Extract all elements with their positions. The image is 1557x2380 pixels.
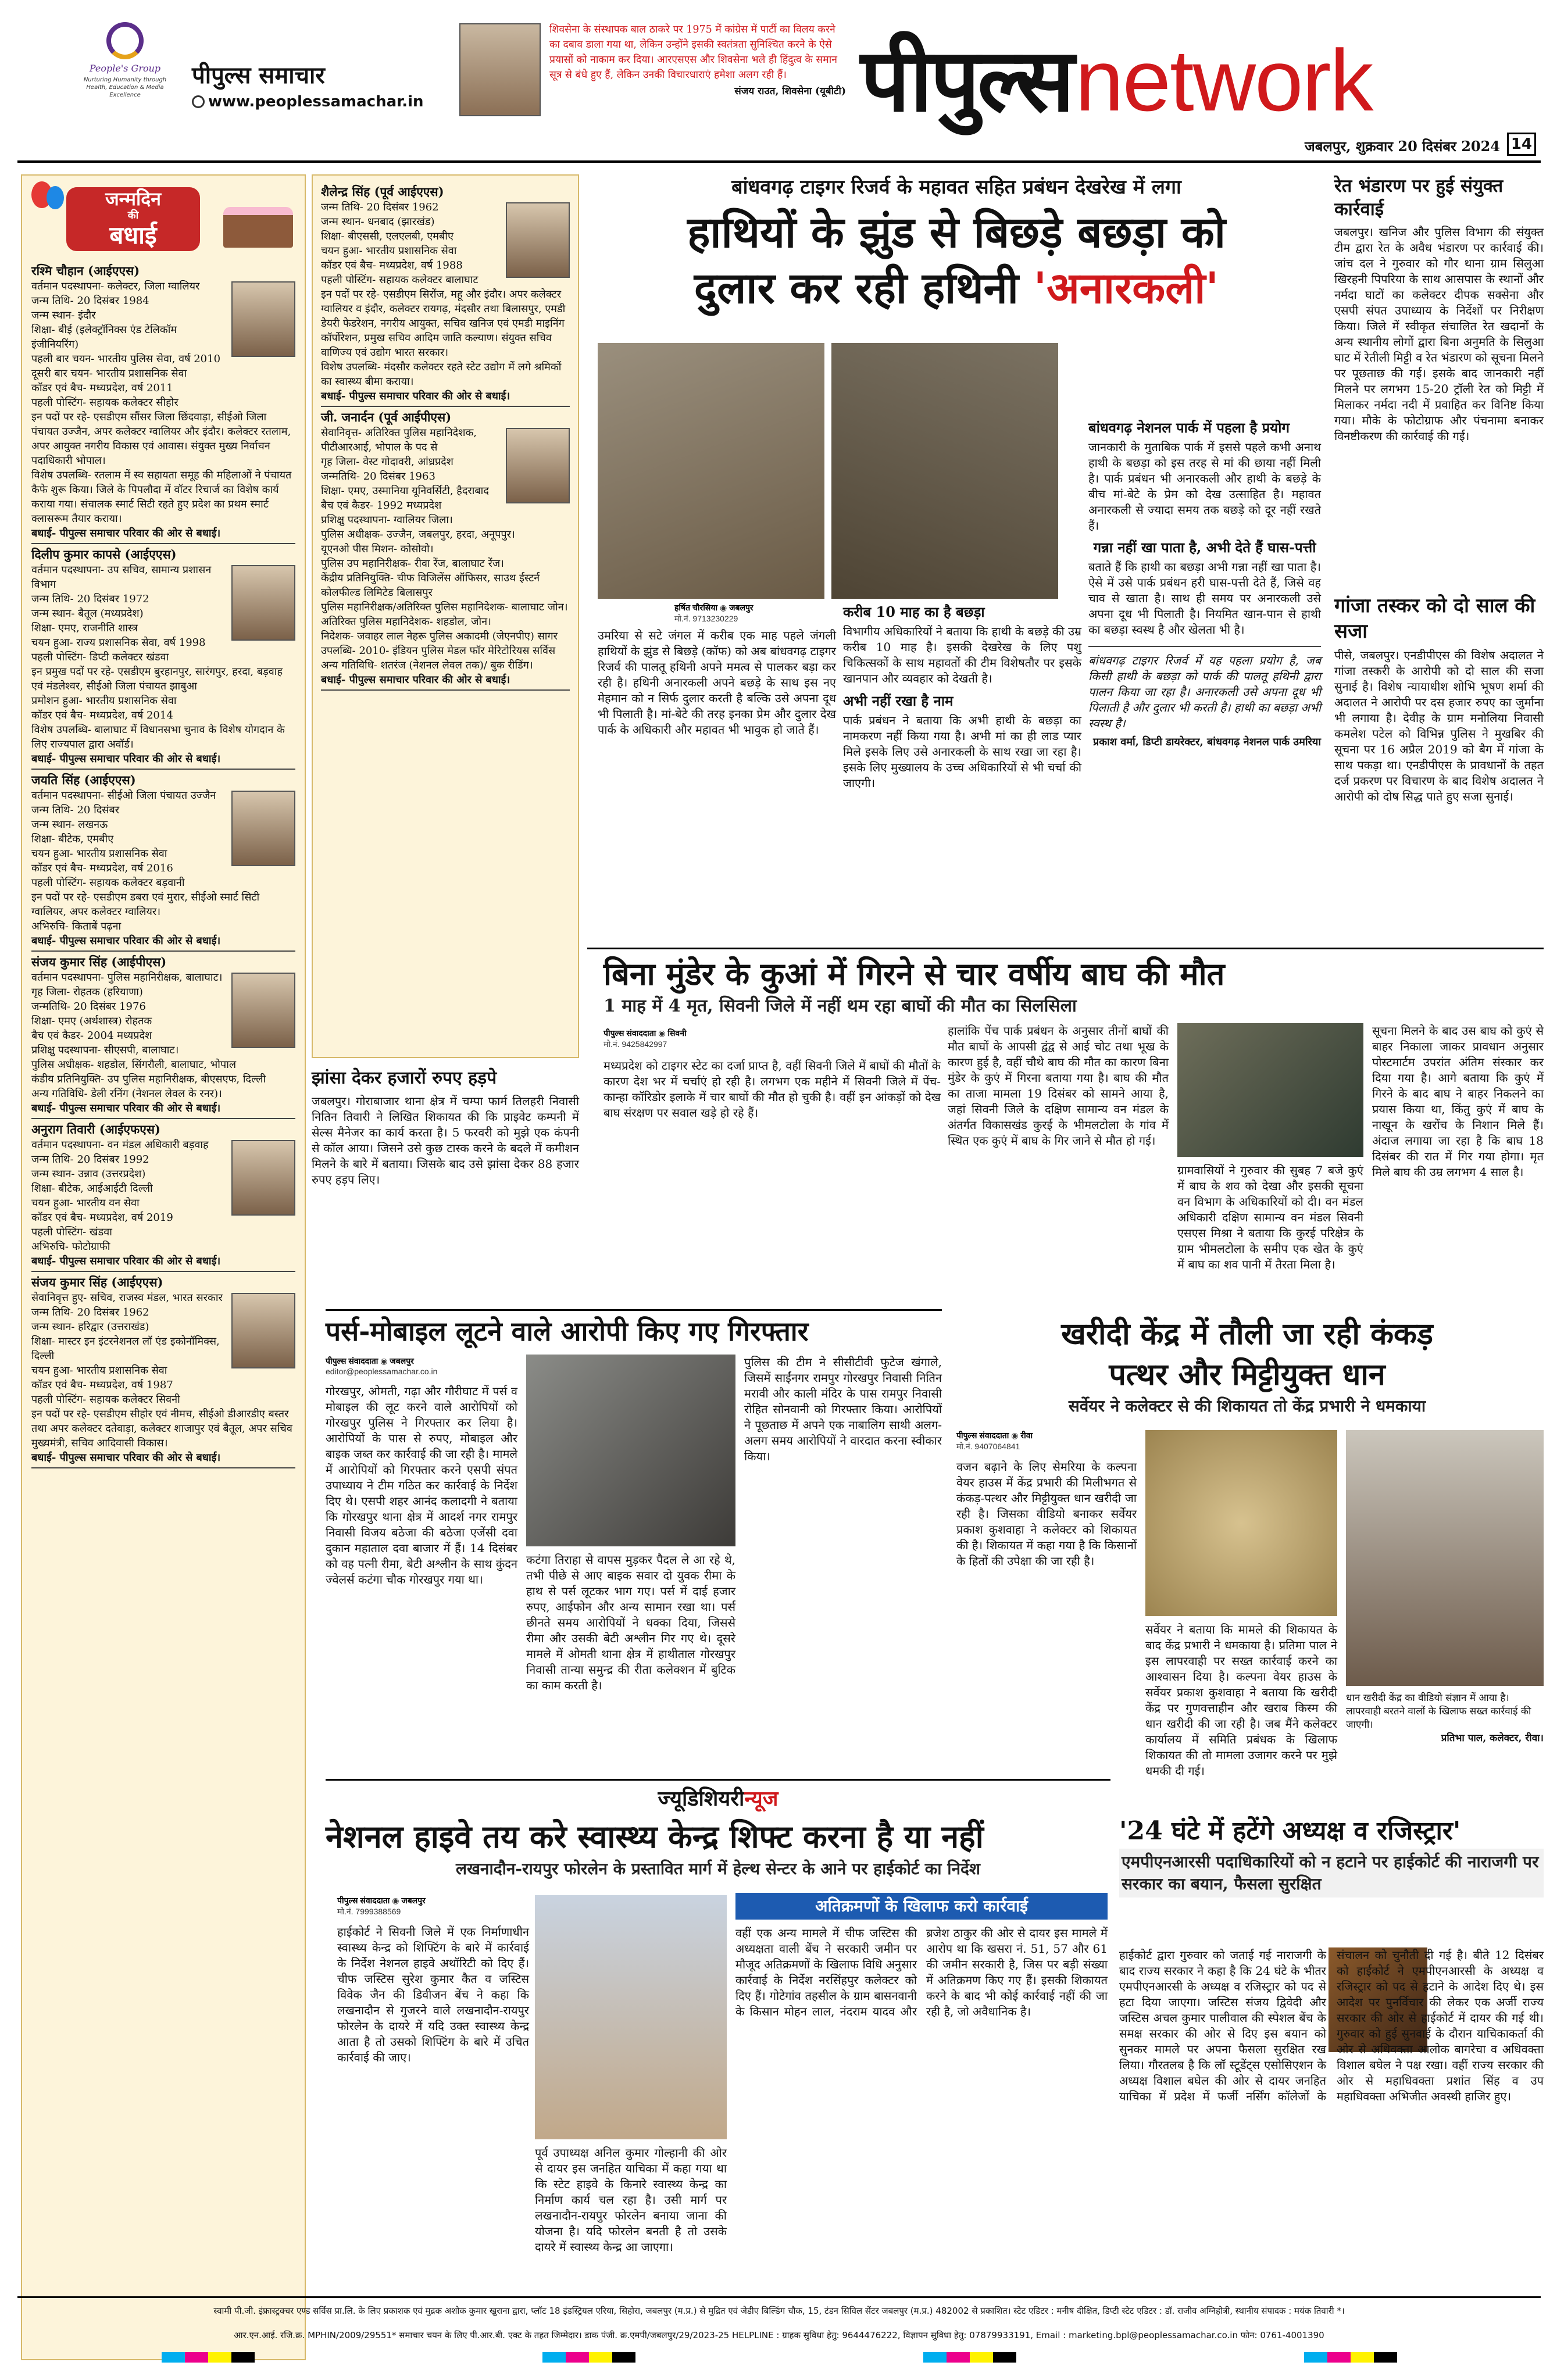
elephant-story [587,174,1326,942]
birthday-detail: पहली पोस्टिंग- खंडवा [31,1226,112,1238]
birthday-column-2 [312,174,579,1058]
byline-email[interactable]: editor@peoplessamachar.co.in [326,1367,438,1376]
tiger-para-4: सूचना मिलने के बाद उस बाघ को कुएं से बाहर निकाला जाकर प्रावधान अनुसार पोस्टमार्टम उपरांत अंतिम संस्कार कर दिया गया है। आगे बताया कि कुएं में गिरने के बाद बाघ ने बाहर निकलने का प्रयास किया था, किंतु कुएं में बाघ के नाखून के खरोंच के निशान मिले हैं। अंदाज लगाया जा रहा है कि बाघ 18 दिसंबर की रात में गिर गया होगा। मृत मिले बाघ की उम्र लगभग 4 साल है। [1372,1024,1544,1179]
birthday-detail: शिक्षा- मास्टर इन इंटरनेशनल लॉ एंड इकोनॉमिक्स, दिल्ली [31,1335,220,1362]
birthday-detail: जन्म स्थान- धनबाद (झारखंड) [321,216,435,228]
birthday-detail: सेवानिवृत्त- अतिरिक्त पुलिस महानिदेशक, पीटीआरआई, भोपाल के पद से [321,427,477,453]
balloon-icon-2 [47,186,64,209]
tiger-para-2: हालांकि पेंच पार्क प्रबंधन के अनुसार तीनों बाघों की मौत बाघों के आपसी द्वंद्व से आई चोट तथा भूख के कारण हुई है, वहीं चौथे बाघ की मौत का कारण बिना मुंडेर के कुएं में गिरना बताया गया है। बाघ की मौत का ताजा मामला 19 दिसंबर को सामने आया है, जहां सिवनी जिले के दक्षिण सामान्य वन मंडल के अंतर्गत विकासखंड कुरई के भीमलटोला के गांव में स्थित एक कुएं में बाघ के गिर जाने से मौत हो गई। [948,1024,1169,1148]
birthday-wish: बधाई- पीपुल्स समाचार परिवार की ओर से बधाई। [31,526,295,544]
birthday-person-name: रश्मि चौहान (आईएएस) [31,263,140,278]
birthday-wish: बधाई- पीपुल्स समाचार परिवार की ओर से बधाई। [31,934,295,952]
birthday-title [66,187,200,251]
judiciary-top-rule [326,1779,1110,1781]
birthday-detail: जन्म तिथि- 20 दिसंबर 1984 [31,295,149,307]
birthday-title-top: जन्मदिन [105,188,162,210]
byline-phone: मो.नं. 9713230229 [674,614,738,623]
robbery-story [326,1314,942,1779]
birthday-person-name: जयति सिंह (आईएएस) [31,773,136,787]
birthday-detail: विशेष उपलब्धि- रतलाम में स्व सहायता समूह की महिलाओं ने पंचायत कैफे शुरू किया। जिले के पिपलौदा में वॉटर रिचार्ज का विशेष कार्य कराया गया। संचालक स्मार्ट सिटी रहते हुए प्रदेश का प्रथम स्मार्ट क्लासरूम तैयार कराया। [31,469,292,525]
birthday-person-photo [231,281,295,357]
birthday-detail: वर्तमान पदस्थापना- सीईओ जिला पंचायत उज्जैन [31,789,216,802]
judiciary-box-title: अतिक्रमणों के खिलाफ करो कार्रवाई [735,1893,1108,1920]
birthday-detail: अभिरुचि- फोटोग्राफी [31,1241,110,1253]
birthday-detail: चयन हुआ- भारतीय प्रशासनिक सेवा [31,1364,167,1377]
elephant-sub-5: गन्ना नहीं खा पाता है, अभी देते हैं घास-पत्ती [1093,539,1316,556]
tiger-col-3 [1177,1163,1363,1273]
birthday-detail: पुलिस अधीक्षक- शहडोल, सिंगरौली, बालाघाट, भोपाल [31,1059,237,1071]
grain-headline-line-2: पत्थर और मिट्टीयुक्त धान [1109,1357,1385,1392]
masthead-rule [17,160,1541,163]
elephant-para-4: जानकारी के मुताबिक पार्क में इससे पहले कभी अनाथ हाथी के बछड़ा को इस तरह से मां की छाया नहीं मिली है। पार्क प्रबंधन भी अनारकली और हाथी के बछड़े के बीच मां-बेटे के प्रेम को देख उत्साहित है। महावत अनारकली से ज्यादा समय तक बछड़े को दूर नहीं रखते हैं। [1088,440,1321,533]
sand-story [1334,174,1544,444]
birthday-person-photo [231,1293,295,1368]
judiciary-story [326,1779,1110,2290]
birthday-detail: पहली पोस्टिंग- सहायक कलेक्टर बालाघाट [321,274,478,286]
birthday-detail: कॉडर एवं बैच- मध्यप्रदेश, वर्ष 2011 [31,382,173,394]
birthday-detail: जन्म स्थान- बैतूल (मध्यप्रदेश) [31,607,144,620]
hc24-para: हाईकोर्ट द्वारा गुरुवार को जताई गई नाराजगी के बाद राज्य सरकार ने कहा है कि 24 घंटे के भीतर एमपीएनआरसी के अध्यक्ष व रजिस्ट्रार को पद से हटा दिया जाएगा। जस्टिस संजय द्विवेदी और जस्टिस अचल कुमार पालीवाल की स्पेशल बेंच के समक्ष सरकार की ओर से दिए इस बयान को सुनकर मामले पर अपना फैसला सुरक्षित रख लिया। गौरतलब है कि लॉ स्टूडेंट्स एसोसिएशन के अध्यक्ष विशाल बघेल की ओर से दायर जनहित याचिका में प्रदेश में फर्जी नर्सिंग कॉलेजों के संचालन को चुनौती दी गई है। बीते 12 दिसंबर को हाईकोर्ट ने एमपीएनआरसी के अध्यक्ष व रजिस्ट्रार को पद से हटाने के आदेश दिए थे। इस आदेश पर पुनर्विचार की लेकर एक अर्जी राज्य सरकार की ओर से हाईकोर्ट में दायर की गई थी। गुरुवार को हुई सुनवाई के दौरान याचिकाकर्ता की ओर से अधिवक्ता आलोक बागरेचा व अधिवक्ता विशाल बघेल ने पक्ष रखा। वहीं राज्य सरकार की ओर से महाधिवक्ता प्रशांत सिंह व उप महाधिवक्ता अभिजीत अवस्थी हाजिर हुए। [1119,1948,1544,2103]
byline-city: सिवनी [667,1028,687,1038]
birthday-detail: जन्म तिथि- 20 दिसंबर [31,804,120,816]
sand-headline: रेत भंडारण पर हुई संयुक्त कार्रवाई [1334,176,1504,220]
judiciary-para-2: पूर्व उपाध्यक्ष अनिल कुमार गोल्हानी की ओर से दायर इस जनहित याचिका में कहा गया था कि स्टेट हाइवे के किनारे स्वास्थ्य केन्द्र का निर्माण कार्य चल रहा है। उसी मार्ग पर लखनादौन-रायपुर फोरलेन बनाया जाना की योजना है। यदि फोरलेन बनती है तो उसके दायरे में स्वास्थ्य केन्द्र आ जाएगा। [535,2146,727,2254]
birthday-detail: पहली पोस्टिंग- सहायक कलेक्टर बड़वानी [31,877,185,889]
elephant-body-3 [1088,419,1321,749]
birthday-detail: बैच एवं कैडर- 2004 मध्यप्रदेश [31,1030,152,1042]
birthday-detail: उपलब्धि- 2010- इंडियन पुलिस मेडल फॉर मेरिटोरियस सर्विस [321,645,556,657]
group-tagline: Nurturing Humanity through Health, Education & Media Excellence [83,77,167,98]
elephant-sub-3: अभी नहीं रखा है नाम [843,692,954,709]
color-bar-icon [1304,2352,1397,2363]
byline-name: पीपुल्स संवाददाता [956,1431,1009,1440]
grain-photo [1145,1430,1337,1616]
birthday-detail: सेवानिवृत्त हुए- सचिव, राजस्व मंडल, भारत सरकार [31,1292,223,1304]
birthday-detail: इन प्रमुख पदों पर रहे- एसडीएम बुरहानपुर, सारंगपुर, हरदा, बड़वाह एवं मंडलेश्वर, सीईओ जिला पंचायत झाबुआ [31,666,283,692]
birthday-detail: जन्म स्थान- इंदौर [31,309,96,321]
birthday-detail: जन्मतिथि- 20 दिसंबर 1976 [31,1000,146,1013]
birthday-detail: अतिरिक्त पुलिस महानिदेशक- शहडोल, जोन। [321,616,491,628]
color-bar-icon [162,2352,255,2363]
birthday-detail: बैच एवं कैडर- 1992 मध्यप्रदेश [321,499,442,512]
birthday-person-name: जी. जनार्दन (पूर्व आईपीएस) [321,410,452,424]
masthead-quote-author: संजय राउत, शिवसेना (यूबीटी) [734,85,846,97]
byline-city: जबलपुर [401,1896,426,1905]
birthday-person-name: संजय कुमार सिंह (आईएएस) [31,1275,163,1289]
birthday-person-photo [231,1140,295,1216]
birthday-detail: वर्तमान पदस्थापना- उप सचिव, सामान्य प्रशासन विभाग [31,564,212,591]
birthday-entry [31,263,295,544]
elephant-headline [587,205,1326,316]
birthday-person-name: संजय कुमार सिंह (आईपीएस) [31,955,167,969]
tiger-byline [603,1028,778,1050]
brand-hindi: पीपुल्स [860,30,1073,131]
birthday-detail: कंडीय प्रतिनियुक्ति- उप पुलिस महानिरीक्षक, बीएसएफ, दिल्ली [31,1073,266,1085]
birthday-detail: दूसरी बार चयन- भारतीय प्रशासनिक सेवा [31,367,187,380]
elephant-quote [1088,646,1321,749]
birthday-title-mid: की [127,209,139,221]
birthday-detail: निदेशक- जवाहर लाल नेहरू पुलिस अकादमी (जेएनपीए) सागर [321,630,558,642]
byline-name: हर्षित चौरसिया [674,603,718,612]
birthday-detail: इन पदों पर रहे- एसडीएम डबरा एवं मुरार, सीईओ स्मार्ट सिटी ग्वालियर, अपर कलेक्टर ग्वालियर। [31,891,260,918]
grain-story [951,1314,1544,1779]
byline-phone: मो.नं. 9425842997 [603,1039,667,1049]
peoples-group-logo [81,22,169,150]
robbery-para-3: पुलिस की टीम ने सीसीटीवी फुटेज खंगाले, जिसमें साईंनगर रामपुर गोरखपुर निवासी नितिन मरावी और काली मंदिर के पास रामपुर निवासी रोहित सोनवानी को गिरफ्तार किया। आरोपियों ने पूछताछ में अपने एक नाबालिग साथी अलग-अलग समय आरोपियों ने वारदात करना स्वीकार किया। [744,1355,942,1463]
birthday-detail: गृह जिला- वेस्ट गोदावरी, आंध्रप्रदेश [321,456,453,468]
hc24-story [1119,1779,1544,2290]
judiciary-para-3: वहीं एक अन्य मामले में चीफ जस्टिस की अध्यक्षता वाली बेंच ने सरकारी जमीन पर मौजूद अतिक्रमणों के खिलाफ विधि अनुसार कार्रवाई के निर्देश नरसिंहपुर कलेक्टर को दिए हैं। गोटेगांव तहसील के ग्राम बासनवानी के किसान मोहन लाल, नंदराम यादव और ब्रजेश ठाकुर की ओर से दायर इस मामले में आरोप था कि खसरा नं. 51, 57 और 61 की जमीन सरकारी है, जिस पर बड़ी संख्या में अतिक्रमण किए गए हैं। इसकी शिकायत करने के बाद भी कोई कार्रवाई नहीं की जा रही है, जो अवैधानिक है। [735,1926,1108,2018]
jhansa-body: जबलपुर। गोराबाजार थाना क्षेत्र में चम्पा फार्म तिलहरी निवासी नितिन तिवारी ने लिखित शिकायत की कि प्राइवेट कम्पनी में सेल्स मैनेजर का कार्य करता है। 5 फरवरी को मुझे एक कंपनी से कॉल आया। जिसने उसे कुछ टास्क करने के बदले में कमीशन मिलने के बारे में बताया। जिसके बाद उसे झांसा देकर 88 हजार रुपए हड़प लिए। [312,1094,579,1187]
birthday-detail: जन्म तिथि- 20 दिसंबर 1972 [31,593,149,605]
birthday-detail: कॉडर एवं बैच- मध्यप्रदेश, वर्ष 1987 [31,1379,173,1391]
birthday-person-photo [231,791,295,866]
robbery-para-2: कटंगा तिराहा से वापस मुड़कर पैदल ले आ रहे थे, तभी पीछे से आए बाइक सवार दो युवक रीमा के हाथ से पर्स लूटकर भाग गए। पर्स में दाई हजार रुपए, आईफोन और अन्य सामान रखा था। पर्स छीनते समय आरोपियों ने धक्का दिया, जिससे रीमा और उसकी बेटी अश्लीन गिर गए थे। दूसरे मामले में ओमती थाना क्षेत्र में हाथीताल गोरखपुर निवासी तान्या समुन्द्र की रीता कलेक्शन में बुटिक का काम करती है। [526,1553,735,1692]
birthday-detail: पुलिस अधीक्षक- उज्जैन, जबलपुर, हरदा, अनूपपुर। [321,528,515,541]
birthday-entry [31,1121,295,1272]
elephant-byline [674,602,820,624]
birthday-entry [321,184,570,407]
birthday-detail: पहली पोस्टिंग- डिप्टी कलेक्टर खंडवा [31,651,169,663]
grain-para-1: वजन बढ़ाने के लिए सेमरिया के कल्पना वेयर हाउस में केंद्र प्रभारी की मिलीभगत से कंकड़-पत्थर और मिट्टीयुक्त धान खरीदी जा रही है। जिसका वीडियो बनाकर सर्वेयर प्रकाश कुशवाहा ने कलेक्टर को शिकायत की है। शिकायत में कहा गया है कि किसानों के हितों की उपेक्षा की जा रही है। [956,1460,1137,1568]
cake-icon [223,207,293,248]
birthday-wish: बधाई- पीपुल्स समाचार परिवार की ओर से बधाई। [31,752,295,770]
birthday-entry [31,954,295,1119]
birthday-detail: शिक्षा- एमए, उस्मानिया यूनिवर्सिटी, हैदराबाद [321,485,489,497]
birthday-detail: इन पदों पर रहे- एसडीएम सीहोर एवं नीमच, सीईओ डीआरडीए बस्तर तथा अपर कलेक्टर दतेवाड़ा, कलेक्टर शाजापुर एवं बैतूल, अपर सचिव मुख्यमंत्री, सचिव आदिवासी विकास। [31,1408,292,1449]
elephant-quote-text: बांधवगढ़ टाइगर रिजर्व में यह पहला प्रयोग है, जब किसी हाथी के बछड़ा को पार्क की पालतू हथिनी द्वारा पालन किया जा रहा है। अनारकली उसे अपना दूध भी पिलाती है और दुलार भी करती है। हाथी का बछड़ा अभी स्वस्थ है। [1088,653,1321,730]
tiger-col-1 [603,1058,941,1121]
tiger-well-photo [1177,1023,1363,1157]
elephant-body-2 [843,602,1081,791]
robbery-col-2 [526,1552,735,1693]
elephant-sub-4: बांधवगढ़ नेशनल पार्क में पहला है प्रयोग [1088,419,1290,436]
byline-phone: मो.नं. 9407064841 [956,1442,1020,1451]
birthday-person-name: दिलीप कुमार कापसे (आईएएस) [31,547,177,562]
birthday-entry [321,409,570,691]
birthday-list-2 [321,184,570,691]
birthday-detail: शिक्षा- एमए (अर्थशास्त्र) रोहतक [31,1015,152,1027]
robbery-byline [326,1356,500,1376]
jhansa-story [312,1067,579,1188]
ganja-body: पीसे, जबलपुर। एनडीपीएस की विशेष अदालत ने गांजा तस्करी के आरोपी को दो साल की सजा सुनाई है। विशेष न्यायाधीश शोभि भूषण शर्मा की अदालत ने आरोपी पर दस हजार रुपए का जुर्माना भी लगाया है। देवीह के ग्राम मनोलिया निवासी कमलेश पटेल को विभिन्न पुलिस ने मुखबिर की सूचना पर 16 अप्रैल 2019 को बैग में गांजा के साथ पकड़ा था। एनडीपीएस के प्रावधानों के तहत दर्ज प्रकरण पर विचारण के बाद विशेष अदालत ने आरोपी को दोष सिद्ध पाते हुए सजा सुनाई। [1334,648,1544,803]
birthday-wish: बधाई- पीपुल्स समाचार परिवार की ओर से बधाई। [31,1254,295,1272]
grain-person-photo [1346,1430,1544,1686]
robbery-headline: पर्स-मोबाइल लूटने वाले आरोपी किए गए गिरफ्तार [326,1316,809,1347]
birthday-detail: वर्तमान पदस्थापना- वन मंडल अधिकारी बड़वाह [31,1139,209,1151]
judiciary-col-1 [337,1924,529,2065]
byline-name: पीपुल्स संवाददाता [326,1356,378,1366]
judiciary-headline: नेशनल हाइवे तय करे स्वास्थ्य केन्द्र शिफ्ट करना है या नहीं [326,1818,984,1855]
dateline: जबलपुर, शुक्रवार 20 दिसंबर 2024 [1304,138,1500,155]
birthday-detail: प्रमोशन हुआ- भारतीय प्रशासनिक सेवा [31,695,177,707]
byline-city: रीवा [1020,1431,1033,1440]
byline-city: जबलपुर [390,1356,414,1366]
pin-icon: ◉ [658,1028,666,1038]
judiciary-para-1: हाईकोर्ट ने सिवनी जिले में एक निर्माणाधीन स्वास्थ्य केन्द्र को शिफ्टिंग के बारे में कार्रवाई के निर्देश नेशनल हाइवे अथॉरिटी को दिए हैं। चीफ जस्टिस सुरेश कुमार कैत व जस्टिस विवेक जैन की डिवीजन बेंच ने कहा कि लखनादौन से गुजरने वाले लखनादौन-रायपुर फोरलेन के दायरे में यदि उक्त स्वास्थ्य केन्द्र आता है तो उसको शिफ्टिंग के बारे में उचित कार्रवाई की जाए। [337,1925,529,2064]
birthday-detail: चयन हुआ- भारतीय प्रशासनिक सेवा [321,245,457,257]
group-name: People's Group [89,63,161,74]
birthday-detail: शिक्षा- बीएससी, एलएलबी, एमबीए [321,230,453,242]
byline-name: पीपुल्स संवाददाता [337,1896,390,1905]
hc24-headline: '24 घंटे में हटेंगे अध्यक्ष व रजिस्ट्रार' [1119,1816,1461,1846]
hc24-body [1119,1947,1544,2104]
birthday-wish: बधाई- पीपुल्स समाचार परिवार की ओर से बधाई। [321,389,570,407]
birthday-detail: जन्म स्थान- हरिद्वार (उत्तराखंड) [31,1321,149,1333]
birthday-detail: वर्तमान पदस्थापना- कलेक्टर, जिला ग्वालियर [31,280,200,292]
grain-headline [951,1314,1544,1395]
website-url[interactable]: www.peoplessamachar.in [208,93,424,110]
grain-para-2: सर्वेयर ने बताया कि मामले की शिकायत के बाद केंद्र प्रभारी ने धमकाया है। प्रतिमा पाल ने इस लापरवाही पर सख्त कार्रवाई करने का आश्वासन दिया है। कल्पना वेयर हाउस के सर्वेयर प्रकाश कुशवाहा ने बताया कि खरीदी केंद्र पर गुणवत्ताहीन और खराब किस्म की धान खरीदी की जा रही है। जब मैंने कलेक्टर कार्यालय में समिति प्रबंधक के खिलाफ शिकायत की तो मामला उजागर करने पर मुझे धमकी दी गई। [1145,1623,1337,1778]
birthday-person-photo [231,565,295,641]
birthday-detail: कॉडर एवं बैच- मध्यप्रदेश, वर्ष 2014 [31,709,173,721]
pin-icon: ◉ [720,603,727,612]
robbery-top-rule [326,1309,942,1311]
elephant-quote-author: प्रकाश वर्मा, डिप्टी डायरेक्टर, बांधवगढ़ नेशनल पार्क उमरिया [1093,736,1321,748]
birthday-detail: शिक्षा- बीई (इलेक्ट्रॉनिक्स एंड टेलिकॉम इंजीनियरिंग) [31,324,177,351]
elephant-body-1 [598,628,836,738]
tiger-para-1: मध्यप्रदेश को टाइगर स्टेट का दर्जा प्राप्त है, वहीं सिवनी जिले में बाघों की मौतों के कारण देश भर में चर्चाएं हो रही है। लगभग एक महीने में सिवनी जिले में पेंच-कान्हा कॉरिडोर इलाके में चार बाघों की मौत हो चुकी है। वहीं इन आंकड़ों को देख बाघ संरक्षण पर सवाल खड़े हो रहे हैं। [603,1059,941,1120]
birthday-detail: चयन हुआ- भारतीय वन सेवा [31,1197,140,1209]
birthday-detail: जन्म स्थान- उन्नाव (उत्तरप्रदेश) [31,1168,146,1180]
robbery-col-1 [326,1384,517,1588]
judiciary-tag-2: न्यूज [744,1786,779,1811]
birthday-detail: जन्म तिथि- 20 दिसंबर 1992 [31,1153,149,1166]
birthday-detail: यूएनओ पीस मिशन- कोसोवो। [321,543,434,555]
grain-quote-text: धान खरीदी केंद्र का वीडियो संज्ञान में आया है। लापरवाही बरतने वालों के खिलाफ सख्त कार्रवाई की जाएगी। [1346,1692,1531,1731]
birthday-detail: विशेष उपलब्धि- मंदसौर कलेक्टर रहते स्टेट उद्योग में लगे श्रमिकों का स्वास्थ्य बीमा कराया। [321,361,562,388]
birthday-wish: बधाई- पीपुल्स समाचार परिवार की ओर से बधाई। [321,673,570,691]
birthday-list [31,263,295,1468]
tiger-para-3: ग्रामवासियों ने गुरुवार की सुबह 7 बजे कुएं में बाघ के शव को देखा और इसकी सूचना वन विभाग के अधिकारियों को दी। वन मंडल अधिकारी दक्षिण सामान्य वन मंडल सिवनी एसएस मिश्रा ने बताया कि कुरई परिक्षेत्र के ग्राम भीमलटोला के समीप एक खेत के कुएं में बाघ का शव पानी में तैरता मिला है। [1177,1163,1363,1271]
birthday-detail: चयन हुआ- भारतीय प्रशासनिक सेवा [31,848,167,860]
footer-line-1: स्वामी पी.जी. इंफ्रास्ट्रक्चर एण्ड सर्विस प्रा.लि. के लिए प्रकाशक एवं मुद्रक अशोक कुमार खुराना द्वारा, प्लॉट 18 इंडस्ट्रियल एरिया, सिहोरा, जबलपुर (म.प्र.) से मुद्रित एवं जेडीए बिल्डिंग चौक, 15, टंडन सिविल सेंटर जबलपुर (म.प्र.) 482002 से प्रकाशित। स्टेट एडिटर : मनीष दीक्षित, डिप्टी स्टेट एडिटर : डॉ. राजीव अग्निहोत्री, स्थानीय संपादक : मयंक तिवारी *। [213,2306,1345,2316]
footer-line-2: आर.एन.आई. रजि.क्र. MPHIN/2009/29551* समाचार चयन के लिए पी.आर.बी. एक्ट के तहत जिम्मेदार। डाक पंजी. क्र.एमपी/जबलपुर/29/2023-25 HELPLINE : ग्राहक सुविधा हेतु: 9644476222, विज्ञापन सुविधा हेतु: 07879933191, Email : marketing.bpl@peoplessamachar.co.in फोन: 0761-4001390 [234,2330,1324,2340]
byline-name: पीपुल्स संवाददाता [603,1028,656,1038]
masthead-quote-text: शिवसेना के संस्थापक बाल ठाकरे पर 1975 में कांग्रेस में पार्टी का विलय करने का दबाव डाला गया था, लेकिन उन्होंने इसकी स्वतंत्रता सुनिश्चित करने के ऐसे प्रयासों को नाकाम कर दिया। आरएसएस और शिवसेना भले ही हिंदुत्व के समान सूत्र से बंधे हुए हैं, लेकिन उनकी विचारधाराएं हमेशा अलग रही हैं। [549,24,837,81]
birthday-detail: अभिरुचि- किताबें पढ़ना [31,920,122,932]
footer [17,2296,1541,2372]
website-row [192,93,424,110]
birthday-wish: बधाई- पीपुल्स समाचार परिवार की ओर से बधाई। [31,1450,295,1468]
grain-col-2 [1145,1622,1337,1779]
birthday-detail: विशेष उपलब्धि- बालाघाट में विधानसभा चुनाव के विशेष योगदान के लिए राज्यपाल द्वारा अवॉर्ड। [31,724,285,751]
birthday-detail: चयन हुआ- राज्य प्रशासनिक सेवा, वर्ष 1998 [31,637,206,649]
birthday-detail: जन्म तिथि- 20 दिसंबर 1962 [321,201,439,213]
tiger-col-2 [948,1023,1169,1149]
jhansa-headline: झांसा देकर हजारों रुपए हड़पे [312,1068,497,1088]
byline-city: जबलपुर [729,603,753,612]
brand-title [860,17,1547,131]
birthday-detail: वर्तमान पदस्थापना- पुलिस महानिरीक्षक, बालाघाट। [31,971,223,984]
elephant-headline-text: दुलार कर रही हथिनी [694,263,1019,313]
birthday-detail: इन पदों पर रहे- एसडीएम सिरोंज, महू और इंदौर। अपर कलेक्टर ग्वालियर व इंदौर, कलेक्टर रायगढ़, मंदसौर तथा बिलासपुर, एमडी डेयरी फेडरेशन, नगरीय आयुक्त, सचिव खनिज एवं एमडी माइनिंग कॉर्पोरेशन, प्रमुख सचिव आदिम जाति कल्याण। संयुक्त सचिव वाणिज्य एवं उद्योग भारत सरकार। [321,288,566,359]
birthday-person-photo [231,973,295,1048]
birthday-title-bottom: बधाई [109,221,157,249]
birthday-detail: कॉडर एवं बैच- मध्यप्रदेश, वर्ष 2016 [31,862,173,874]
robbery-photo-phones [526,1355,735,1546]
birthday-detail: शिक्षा- बीटेक, आईआईटी दिल्ली [31,1182,153,1195]
masthead-quote [549,22,846,97]
elephant-headline-line-1: हाथियों के झुंड से बिछड़े बछड़ा को [687,208,1226,258]
pin-icon: ◉ [380,1356,388,1366]
grain-quote [1346,1692,1544,1745]
tiger-story [587,953,1544,1314]
judiciary-sub: लखनादौन-रायपुर फोरलेन के प्रस्तावित मार्ग में हेल्थ सेन्टर के आने पर हाईकोर्ट का निर्देश [456,1859,980,1878]
birthday-entry [31,546,295,770]
elephant-para-3: पार्क प्रबंधन ने बताया कि अभी हाथी के बछड़ा का नामकरण नहीं किया गया है। अभी मां का ही लाड प्यार मिले इसके लिए उसे अनारकली के साथ रखा जा रहा है। इसके लिए मुख्यालय के उच्च अधिकारियों से भी चर्चा की जाएगी। [843,713,1081,790]
judiciary-tag-1: ज्यूडिशियरी [658,1786,745,1811]
birthday-detail: कॉडर एवं बैच- मध्यप्रदेश, वर्ष 1988 [321,259,463,271]
grain-quote-author: प्रतिभा पाल, कलेक्टर, रीवा। [1441,1732,1544,1744]
footer-rule [17,2296,1541,2298]
birthday-detail: गृह जिला- रोहतक (हरियाणा) [31,986,143,998]
page-number: 14 [1507,133,1536,156]
birthday-header [31,181,295,257]
elephant-photo-1 [598,343,824,599]
ganja-story [1334,593,1544,805]
robbery-col-3 [744,1355,942,1464]
tiger-headline: बिना मुंडेर के कुआं में गिरने से चार वर्षीय बाघ की मौत [603,955,1225,992]
pin-icon: ◉ [392,1896,399,1905]
elephant-photo-2 [831,343,1058,599]
elephant-headline-line-2 [587,260,1326,316]
birthday-detail: अन्य गतिविधि- डेली रनिंग (नेशनल लेवल के रनर)। [31,1088,222,1100]
birthday-person-photo [506,202,570,278]
birthday-detail: अन्य गतिविधि- शतरंज (नेशनल लेवल तक)/ बुक रीडिंग। [321,659,533,671]
judiciary-col-3 [735,1925,1108,2020]
birthday-detail: इन पदों पर रहे- एसडीएम सौंसर जिला छिंदवाड़ा, सीईओ जिला पंचायत उज्जैन, अपर कलेक्टर ग्वालियर और इंदौर। कलेक्टर रतलाम, अपर आयुक्त नगरीय विकास एवं आवास। संयुक्त मुख्य निर्वाचन पदाधिकारी भोपाल। [31,411,291,467]
birthday-detail: पहली पोस्टिंग- सहायक कलेक्टर सीहोर [31,396,178,409]
grain-headline-line-1: खरीदी केंद्र में तौली जा रही कंकड़ [1061,1316,1433,1352]
birthday-entry [31,1274,295,1468]
masthead [0,0,1557,166]
tiger-col-4 [1372,1023,1544,1180]
birthday-column [21,174,306,2360]
birthday-detail: जन्म स्थान- लखनऊ [31,819,108,831]
registration-marks [17,2352,1541,2366]
pin-icon: ◉ [1011,1431,1019,1440]
byline-phone: मो.नं. 7999388569 [337,1907,401,1916]
birthday-detail: शिक्षा- एमए, राजनीति शास्त्र [31,622,138,634]
birthday-detail: प्रशिक्षु पदस्थापना- ग्वालियर जिला। [321,514,453,526]
globe-icon [192,95,205,108]
robbery-para-1: गोरखपुर, ओमती, गढ़ा और गौरीघाट में पर्स व मोबाइल की लूट करने वाले आरोपियों को गोरखपुर पुलिस ने गिरफ्तार कर लिया है। आरोपियों के पास से रुपए, मोबाइल और बाइक जब्त कर कार्रवाई की जा रही है। मामले में आरोपियों को गिरफ्तार करने एसपी संपत उपाध्याय ने टीम गठित कर कार्रवाई के निर्देश दिए थे। एसपी शहर आनंद कलादगी ने बताया कि गोरखपुर थाना क्षेत्र में आदर्श नगर रामपुर निवासी विजय बठेजा की बठेजा एजेंसी दवा दुकान महाताल दवा बाजार में हैं। 14 दिसंबर को वह पत्नी रीमा, बेटी अश्लीन के साथ कुंदन ज्वेलर्स कटंगा चौक गोरखपुर गया था। [326,1384,517,1586]
elephant-headline-highlight: 'अनारकली' [1033,263,1219,313]
birthday-detail: शिक्षा- बीटेक, एमबीए [31,833,114,845]
birthday-detail: पुलिस महानिरीक्षक/अतिरिक्त पुलिस महानिदेशक- बालाघाट जोन। [321,601,568,613]
sand-body: जबलपुर। खनिज और पुलिस विभाग की संयुक्त टीम द्वारा रेत के अवैध भंडारण पर कार्रवाई की। जांच दल ने गुरुवार को गौर थाना ग्राम सिलुआ खिरहनी पिपरिया के साथ आसपास के स्थानों और नर्मदा घाटों का कलेक्टर दीपक सक्सेना और एसपी संपत उपाध्याय के निर्देशों पर निरीक्षण किया। जिले में स्वीकृत संचालित रेत खदानों के अन्य स्थानीय लोगों द्वारा बिना अनुमति के सिलुआ घाट में रेतीली मिट्टी व रेत भंडारण को सूचना मिलने पर पूछताछ की गई। इसके बाद जानकारी नहीं मिलने पर लगभग 15-20 ट्रॉली रेत को मिट्टी में मिलाकर नर्मदा नदी में प्रवाहित कर विनिष्ट किया गया। मौके के फोटोग्राफ और पंचनामा बनाकर विनष्टीकरण की कार्रवाई की गई। [1334,225,1544,443]
birthday-detail: जन्म तिथि- 20 दिसंबर 1962 [31,1306,149,1318]
elephant-para-5: बताते हैं कि हाथी का बछड़ा अभी गन्ना नहीं खा पाता है। ऐसे में उसे पार्क प्रबंधन हरी घास-पत्ती देते हैं, जिसे वह चाव से खाता है। साथ ही समय पर अनारकली उसे अपना दूध भी पिलाती है। नियमित खान-पान से हाथी का बछड़ा स्वस्थ है और खेलता भी है। [1088,560,1321,637]
judiciary-tag [326,1784,1110,1812]
elephant-para-2: विभागीय अधिकारियों ने बताया कि हाथी के बछड़े की उम्र करीब 10 माह है। इसकी देखरेख के लिए पशु चिकित्सकों के साथ महावतों की टीम विशेषतौर पर इसके खानपान और व्यवहार को देखती है। [843,624,1081,685]
paper-small-title: पीपुल्स समाचार [192,62,325,89]
quote-author-photo [459,23,541,116]
birthday-entry [31,772,295,952]
tiger-top-rule [587,948,1544,949]
judiciary-col-2 [535,2145,727,2255]
brand-english: network [1075,31,1373,129]
birthday-person-name: शैलेन्द्र सिंह (पूर्व आईएएस) [321,184,444,199]
color-bar-icon [542,2352,635,2363]
grain-col-1 [956,1459,1137,1569]
birthday-detail: केंद्रीय प्रतिनियुक्ति- चीफ विजिलेंस ऑफिसर, साउथ ईस्टर्न कोलफील्ड लिमिटेड बिलासपुर [321,572,540,599]
birthday-detail: पुलिस उप महानिरीक्षक- रीवा रेंज, बालाघाट रेंज। [321,558,504,570]
elephant-kicker: बांधवगढ़ टाइगर रिजर्व के महावत सहित प्रबंधन देखरेख में लगा [731,176,1181,199]
tiger-sub: 1 माह में 4 मृत, सिवनी जिले में नहीं थम रहा बाघों की मौत का सिलसिला [603,996,1077,1016]
logo-ring-icon [106,22,144,59]
birthday-detail: कॉडर एवं बैच- मध्यप्रदेश, वर्ष 2019 [31,1212,173,1224]
grain-sub: सर्वेयर ने कलेक्टर से की शिकायत तो केंद्र प्रभारी ने धमकाया [1068,1396,1426,1416]
color-bar-icon [923,2352,1016,2363]
birthday-person-name: अनुराग तिवारी (आईएफएस) [31,1122,160,1137]
birthday-wish: बधाई- पीपुल्स समाचार परिवार की ओर से बधाई। [31,1101,295,1119]
hc24-sub: एमपीएनआरसी पदाधिकारियों को न हटाने पर हाईकोर्ट की नाराजगी पर सरकार का बयान, फैसला सुरक्षित [1119,1849,1544,1897]
grain-byline [956,1430,1131,1452]
birthday-detail: प्रशिक्षु पदस्थापना- सीएसपी, बालाघाट। [31,1044,179,1056]
ganja-headline: गांजा तस्कर को दो साल की सजा [1334,594,1535,643]
birthday-detail: पहली पोस्टिंग- सहायक कलेक्टर सिवनी [31,1393,180,1406]
birthday-person-photo [506,428,570,503]
courthouse-photo [535,1895,727,2139]
birthday-detail: पहली बार चयन- भारतीय पुलिस सेवा, वर्ष 2010 [31,353,221,365]
elephant-para-1: उमरिया से सटे जंगल में करीब एक माह पहले जंगली हाथियों के झुंड से बिछड़े (कॉफ) को अब बांधवगढ़ टाइगर रिजर्व की पालतू हथिनी अपने ममत्व से पालकर बड़ा कर रही है। हथिनी अनारकली अपने बछड़े के साथ इस नए मेहमान को न सिर्फ दुलार करती है बल्कि उसे अपना दूध भी पिलाती है। मां-बेटे की तरह इनका प्रेम और दुलार देख पार्क के अधिकारी और महावत भी भावुक हो जाते हैं। [598,628,836,737]
birthday-detail: जन्मतिथि- 20 दिसंबर 1963 [321,470,435,483]
judiciary-byline [337,1895,512,1917]
elephant-sub-2: करीब 10 माह का है बछड़ा [843,603,985,620]
